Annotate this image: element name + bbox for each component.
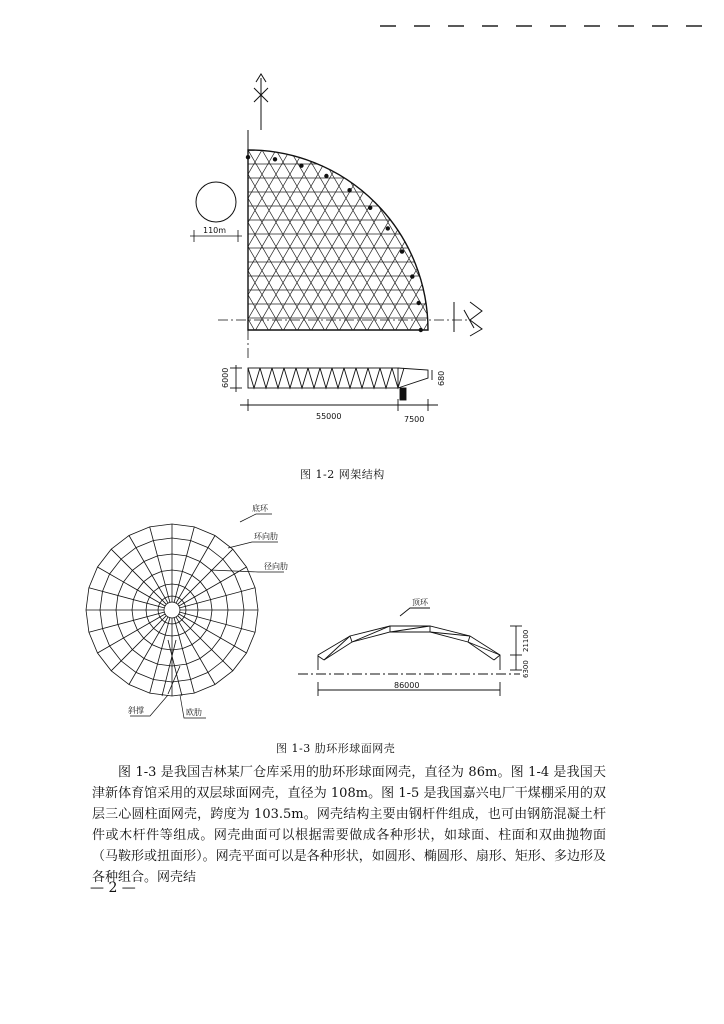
label-ring-rib: 环向肋 (254, 532, 278, 541)
label-radial-rib: 径向肋 (264, 562, 288, 571)
circle-dimension: 110m (203, 226, 227, 235)
figure-1-2-space-truss (170, 70, 500, 440)
dome-span-dimension: 86000 (394, 681, 420, 690)
cantilever-dimension: 7500 (404, 415, 425, 424)
support-nodes (246, 155, 423, 332)
body-paragraph (92, 762, 606, 888)
support-node (419, 328, 423, 332)
support-node (400, 249, 404, 253)
support-node (368, 206, 372, 210)
axis-symbol-top (254, 74, 268, 130)
figure-1-3-ribbed-dome (80, 500, 540, 730)
page-number: — 2 — (90, 880, 136, 896)
label-bottom-ring: 底环 (252, 504, 268, 513)
support-node (246, 155, 250, 159)
plan-circle (196, 182, 236, 222)
support-node (386, 226, 390, 230)
header-rule (380, 24, 710, 28)
paragraph-text: 图 1-3 是我国吉林某厂仓库采用的肋环形球面网壳，直径为 86m。图 1-4 是我国天津新体育馆采用的双层球面网壳，直径为 108m。图 1-5 是我国嘉兴电厂干煤棚采用的双层三心圆柱面网壳，跨度为 103.5m。网壳结构主要由钢杆件组成，也可由钢筋混凝土杆件或木杆件等组成。网壳曲面可以根据需要做成各种形状，如球面、柱面和双曲抛物面（马鞍形或扭面形）。网壳平面可以是各种形状，如圆形、椭圆形、扇形、矩形、多边形及各种组合。网壳结 (92, 765, 606, 885)
support-node (273, 157, 277, 161)
support-node (299, 164, 303, 168)
span-dimension: 55000 (316, 412, 342, 421)
label-diagonal: 斜撑 (128, 706, 144, 715)
dome-plan (86, 524, 258, 696)
figure-1-2-caption: 图 1-2 网架结构 (300, 468, 385, 481)
support-node (324, 174, 328, 178)
axis-symbol-right (454, 302, 482, 336)
support-node (410, 274, 414, 278)
label-ring-rib-bottom: 欧肋 (186, 708, 202, 717)
truss-elevation (230, 365, 438, 411)
figure-1-3-caption: 图 1-3 肋环形球面网壳 (276, 742, 396, 755)
truss-height-label: 6000 (221, 367, 230, 388)
support-node (347, 188, 351, 192)
dome-base-dimension: 6300 (522, 660, 530, 678)
label-top-ring: 顶环 (412, 598, 428, 607)
support-node (417, 301, 421, 305)
dome-rise-dimension: 21100 (522, 629, 530, 652)
truss-depth-label: 680 (437, 370, 446, 386)
quarter-boundary (248, 150, 428, 330)
quarter-circle-grid (170, 150, 500, 340)
